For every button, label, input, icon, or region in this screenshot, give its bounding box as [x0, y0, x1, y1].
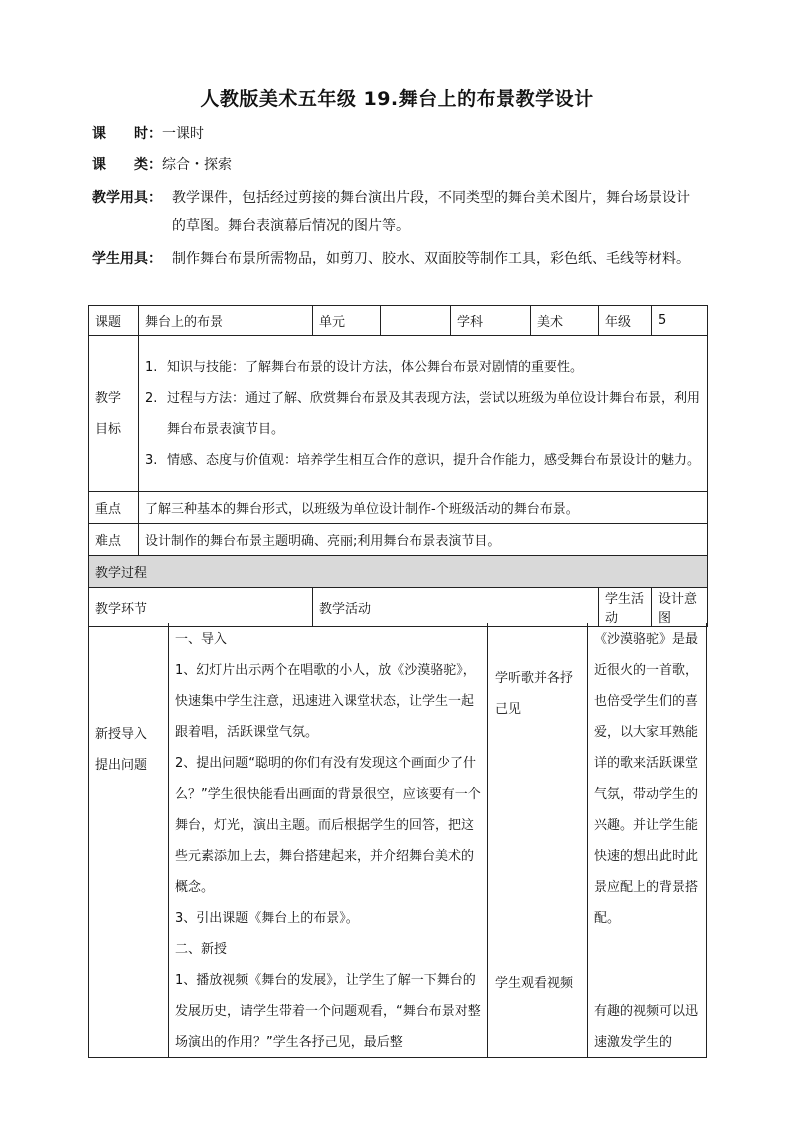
goal-item: 1. 知识与技能：了解舞台布景的设计方法，体公舞台布景对剧情的重要性。	[145, 359, 584, 375]
process-header: 教学过程	[89, 556, 708, 588]
key-point-label: 重点	[89, 492, 139, 524]
topic-value: 舞台上的布景	[139, 306, 313, 336]
goals-label: 教学目标	[89, 336, 139, 492]
difficulty-label: 难点	[89, 524, 139, 556]
stage-text: 新授导入提出问题	[95, 727, 148, 773]
info-row	[89, 306, 708, 336]
difficulty-row	[89, 524, 708, 556]
col-student: 学生活动	[599, 588, 652, 627]
process-body	[88, 623, 707, 1058]
teacher-tools-value: 教学课件，包括经过剪接的舞台演出片段，不同类型的舞台美术图片，舞台场景设计的草图。舞台表演幕后情况的图片等。	[172, 190, 690, 234]
lesson-table	[88, 305, 708, 627]
goal-item: 3. 情感、态度与价值观：培养学生相互合作的意识，提升合作能力，感受舞台布景设计的魅力。	[145, 452, 701, 468]
teacher-tools-label: 教学用具：	[92, 190, 162, 206]
grade-label: 年级	[599, 306, 652, 336]
period-label: 课 时：	[92, 126, 162, 142]
topic-label: 课题	[89, 306, 139, 336]
teacher-tools	[92, 184, 692, 240]
unit-label: 单元	[313, 306, 381, 336]
student-tools	[92, 245, 692, 273]
col-stage: 教学环节	[89, 588, 313, 627]
period-value: 一课时	[162, 126, 204, 142]
unit-value	[381, 306, 451, 336]
student-tools-value: 制作舞台布景所需物品，如剪刀、胶水、双面胶等制作工具，彩色纸、毛线等材料。	[172, 251, 690, 267]
student-activity-2: 学生观看视频	[495, 976, 574, 991]
col-intent: 设计意图	[652, 588, 708, 627]
document-title: 人教版美术五年级 19.舞台上的布景教学设计	[200, 88, 594, 110]
goal-item: 2. 过程与方法：通过了解、欣赏舞台布景及其表现方法，尝试以班级为单位设计舞台布景，利用舞台布景表演节目。	[145, 390, 701, 437]
process-columns-row	[89, 588, 708, 627]
process-header-row	[89, 556, 708, 588]
design-intent-2: 有趣的视频可以迅速激发学生的	[594, 1004, 699, 1050]
col-activity: 教学活动	[313, 588, 599, 627]
student-tools-label: 学生用具：	[92, 251, 162, 267]
difficulty-text: 设计制作的舞台布景主题明确、亮丽;利用舞台布景表演节目。	[139, 524, 708, 556]
period-line	[92, 124, 204, 144]
subject-value: 美术	[531, 306, 599, 336]
key-point-row	[89, 492, 708, 524]
key-point-text: 了解三种基本的舞台形式，以班级为单位设计制作-个班级活动的舞台布景。	[139, 492, 708, 524]
goals-content	[139, 336, 708, 492]
design-intent-1: 《沙漠骆驼》是最近很火的一首歌，也倍受学生们的喜爱，以大家耳熟能详的歌来活跃课堂气氛，带动学生的兴趣。并让学生能快速的想出此时此景应配上的背景搭配。	[594, 632, 699, 926]
grade-value: 5	[652, 306, 708, 336]
subject-label: 学科	[451, 306, 531, 336]
type-label: 课 类：	[92, 157, 162, 173]
activity-text: 一、导入 1、幻灯片出示两个在唱歌的小人，放《沙漠骆驼》，快速集中学生注意，迅速进入课堂状态，让学生一起跟着唱，活跃课堂气氛。 2、提出问题“聪明的你们有没有发现这个画面少了什么？”学生很快能看出画面的背景很空，应该要有一个舞台，灯光，演出主题。而后根据学生的回答，把这些元素添加上去，舞台搭建起来，并介绍舞台美术的概念。 3、引出课题《舞台上的布景》。 二、新授 1、播放视频《舞台的发展》，让学生了解一下舞台的发展历史，请学生带着一个问题观看，“舞台布景对整场演出的作用？”学生各抒己见，最后整	[175, 632, 481, 1050]
type-line	[92, 155, 232, 175]
student-activity-1: 学听歌并各抒己见	[495, 671, 574, 717]
goals-row	[89, 336, 708, 492]
type-value: 综合・探索	[162, 157, 232, 173]
